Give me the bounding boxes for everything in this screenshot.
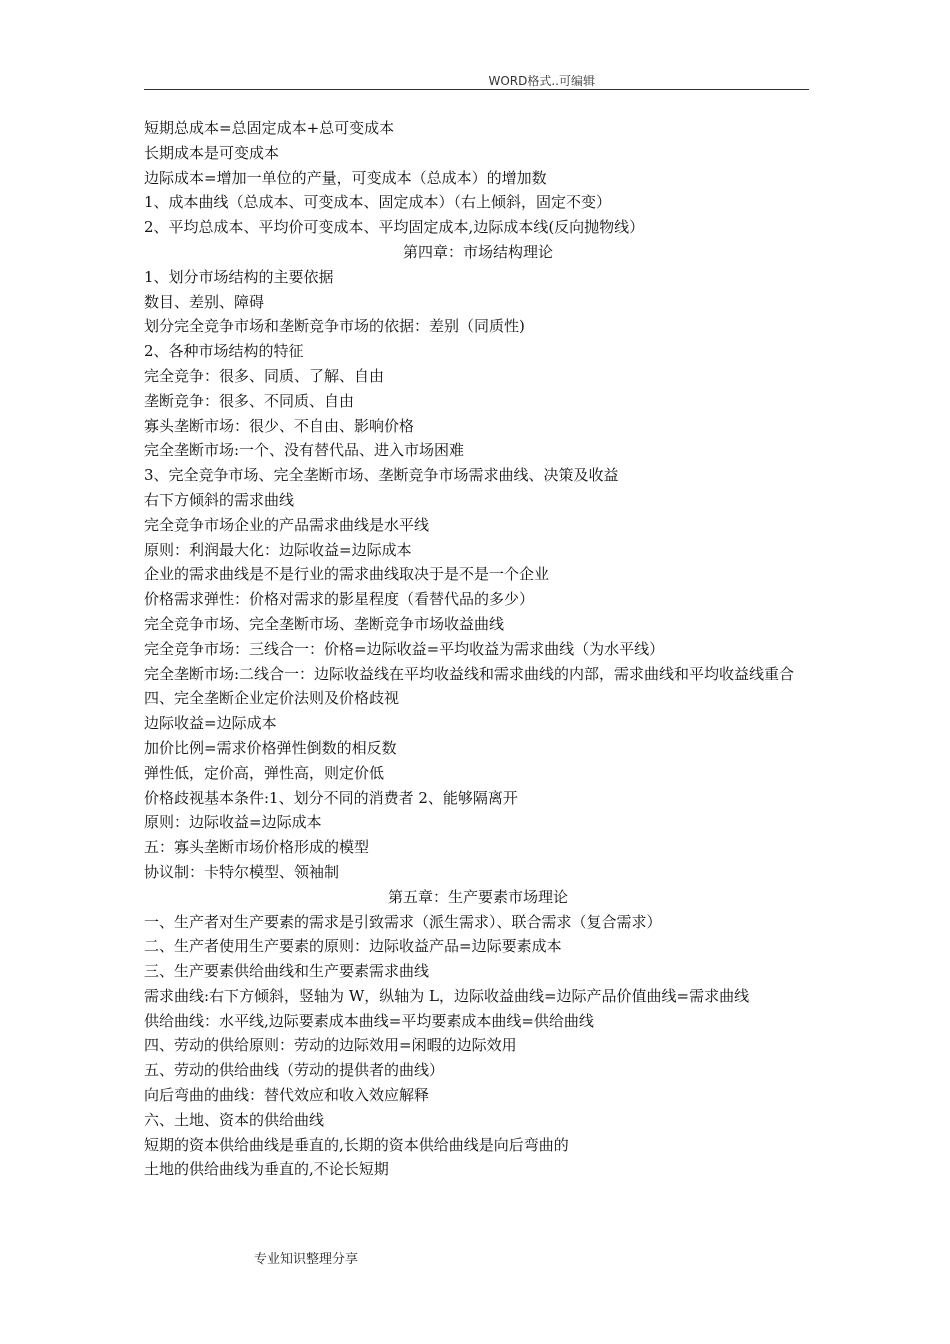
page-header [144,70,809,90]
text-line: 五：寡头垄断市场价格形成的模型 [144,838,370,857]
text-line: 原则：利润最大化：边际收益=边际成本 [144,540,412,559]
page-footer: 专业知识整理分享 [254,1252,359,1267]
text-line: 四、劳动的供给原则：劳动的边际效用=闲暇的边际效用 [144,1036,517,1055]
text-line: 垄断竞争：很多、不同质、自由 [144,391,355,410]
text-line: 企业的需求曲线是不是行业的需求曲线取决于是不是一个企业 [144,565,550,584]
text-line: 三、生产要素供给曲线和生产要素需求曲线 [144,962,430,981]
text-line: 数目、差别、障碍 [144,292,265,311]
text-line: 价格需求弹性：价格对需求的影星程度（看替代品的多少） [144,590,535,609]
text-line: 划分完全竞争市场和垄断竞争市场的依据：差别（同质性) [144,317,525,336]
text-line: 弹性低，定价高，弹性高，则定价低 [144,763,385,782]
text-line: 向后弯曲的曲线：替代效应和收入效应解释 [144,1086,430,1105]
text-line: 长期成本是可变成本 [144,143,280,162]
text-line: 价格歧视基本条件:1、划分不同的消费者 2、能够隔离开 [144,788,518,807]
text-line: 完全竞争市场：三线合一：价格=边际收益=平均收益为需求曲线（为水平线） [144,639,665,658]
chapter-heading: 第四章：市场结构理论 [402,242,553,261]
document-body [144,116,812,1182]
text-line: 加价比例=需求价格弹性倒数的相反数 [144,738,397,757]
text-line: 边际成本=增加一单位的产量，可变成本（总成本）的增加数 [144,168,547,187]
text-line: 1、成本曲线（总成本、可变成本、固定成本）（右上倾斜，固定不变） [144,193,612,212]
text-line: 完全垄断市场:一个、没有替代品、进入市场困难 [144,441,465,460]
text-line: 2、各种市场结构的特征 [144,342,304,361]
text-line: 完全竞争市场企业的产品需求曲线是水平线 [144,515,430,534]
text-line: 边际收益=边际成本 [144,714,277,733]
text-line: 六、土地、资本的供给曲线 [144,1110,325,1129]
text-line: 原则：边际收益=边际成本 [144,813,322,832]
text-line: 二、生产者使用生产要素的原则：边际收益产品=边际要素成本 [144,937,562,956]
text-line: 右下方倾斜的需求曲线 [144,490,295,509]
text-line: 土地的供给曲线为垂直的,不论长短期 [144,1160,389,1179]
text-line: 完全竞争市场、完全垄断市场、垄断竞争市场收益曲线 [144,614,505,633]
text-line: 完全垄断市场:二线合一：边际收益线在平均收益线和需求曲线的内部，需求曲线和平均收益线重合 [144,664,795,683]
text-line: 协议制：卡特尔模型、领袖制 [144,862,340,881]
text-line: 2、平均总成本、平均价可变成本、平均固定成本,边际成本线(反向抛物线） [144,218,645,237]
text-line: 四、完全垄断企业定价法则及价格歧视 [144,689,400,708]
text-line: 短期总成本=总固定成本+总可变成本 [144,119,395,137]
text-line: 寡头垄断市场：很少、不自由、影响价格 [144,416,415,435]
header-text: WORD格式..可编辑 [488,74,595,88]
header-rule [144,89,809,90]
chapter-heading: 第五章：生产要素市场理论 [387,887,568,906]
text-line: 短期的资本供给曲线是垂直的,长期的资本供给曲线是向后弯曲的 [144,1135,569,1154]
text-line: 1、划分市场结构的主要依据 [144,267,334,286]
text-line: 需求曲线:右下方倾斜，竖轴为 W，纵轴为 L，边际收益曲线=边际产品价值曲线=需求曲线 [144,986,750,1005]
text-line: 完全竞争：很多、同质、了解、自由 [144,366,385,385]
text-line: 供给曲线：水平线,边际要素成本曲线=平均要素成本曲线=供给曲线 [144,1011,594,1030]
text-line: 五、劳动的供给曲线（劳动的提供者的曲线） [144,1061,445,1080]
text-line: 3、完全竞争市场、完全垄断市场、垄断竞争市场需求曲线、决策及收益 [144,466,619,485]
text-line: 一、生产者对生产要素的需求是引致需求（派生需求）、联合需求（复合需求） [144,912,662,931]
